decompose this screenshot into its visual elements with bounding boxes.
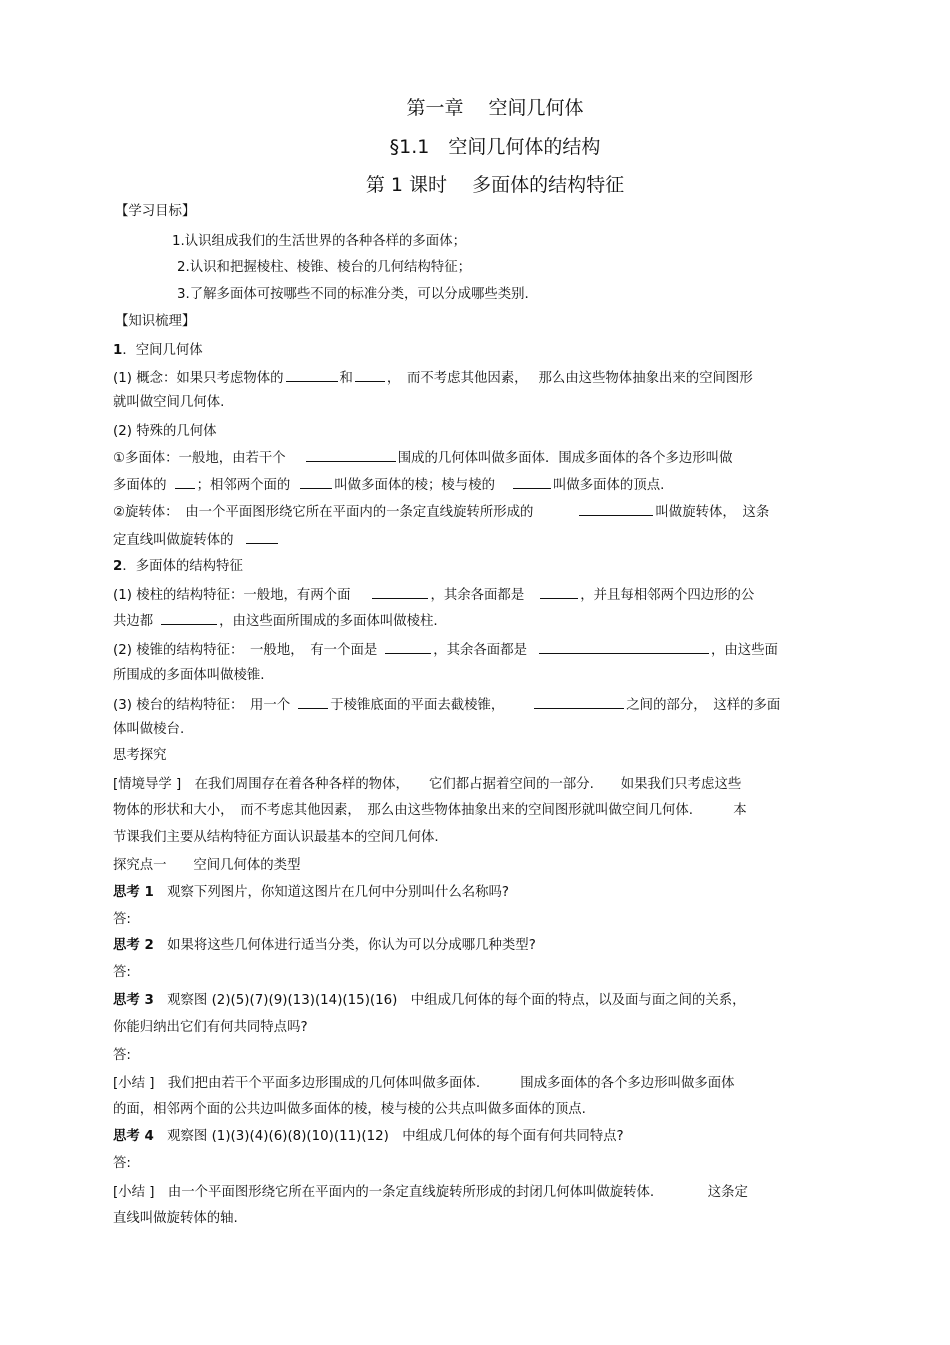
text-run: 和 bbox=[339, 371, 353, 386]
intro-line-3: 节课我们主要从结构特征方面认识最基本的空间几何体. bbox=[113, 830, 439, 845]
goals-heading: 【学习目标】 bbox=[115, 204, 196, 219]
text-run: ， 而不考虑其他因素， 那么由这些物体抽象出来的空间图形 bbox=[386, 371, 753, 386]
fill-blank bbox=[286, 368, 338, 382]
fill-blank bbox=[385, 640, 431, 654]
section-title-text: ．多面体的结构特征 bbox=[122, 559, 243, 574]
text-run: 叫做多面体的棱；棱与棱的 bbox=[334, 478, 495, 493]
special-heading: (2) 特殊的几何体 bbox=[113, 424, 217, 439]
fill-blank bbox=[539, 640, 709, 654]
text-run: ，其余各面都是 bbox=[430, 588, 525, 603]
question-2 bbox=[113, 937, 536, 955]
section-number: 2 bbox=[113, 559, 123, 574]
text-run: 定直线叫做旋转体的 bbox=[113, 533, 234, 548]
question-label: 思考 4 bbox=[113, 1129, 154, 1144]
knowledge-section-1 bbox=[113, 342, 203, 360]
fill-blank bbox=[579, 502, 653, 516]
summary-1-line-1: [小结 ] 我们把由若干个平面多边形围成的几何体叫做多面体. 围成多面体的各个多边形叫做多面体 bbox=[113, 1076, 735, 1091]
fill-blank bbox=[246, 530, 278, 544]
text-run: 于棱锥底面的平面去截棱锥， bbox=[330, 698, 505, 713]
prism-line-2 bbox=[113, 611, 438, 631]
summary-1-line-2: 的面，相邻两个面的公共边叫做多面体的棱，棱与棱的公共点叫做多面体的顶点. bbox=[113, 1102, 586, 1117]
fill-blank bbox=[372, 585, 428, 599]
prism-line-1 bbox=[113, 585, 754, 605]
goal-item-3: 3.了解多面体可按哪些不同的标准分类，可以分成哪些类别. bbox=[177, 287, 529, 302]
goal-item-2: 2.认识和把握棱柱、棱锥、棱台的几何结构特征； bbox=[177, 260, 471, 275]
text-run: (1) 概念：如果只考虑物体的 bbox=[113, 371, 284, 386]
answer-2: 答: bbox=[113, 965, 131, 980]
question-text: 观察图 (2)(5)(7)(9)(13)(14)(15)(16) 中组成几何体的每个面的特点，以及面与面之间的关系， bbox=[167, 993, 746, 1008]
text-run: (3) 棱台的结构特征： 用一个 bbox=[113, 698, 291, 713]
frustum-line-2: 体叫做棱台. bbox=[113, 722, 185, 737]
rotation-line-1 bbox=[113, 502, 769, 522]
summary-2-line-1: [小结 ] 由一个平面图形绕它所在平面内的一条定直线旋转所形成的封闭几何体叫做旋转体. 这条定 bbox=[113, 1185, 748, 1200]
pyramid-line-2: 所围成的多面体叫做棱锥. bbox=[113, 668, 265, 683]
text-run: ①多面体：一般地，由若干个 bbox=[113, 451, 286, 466]
text-run: 共边都 bbox=[113, 614, 154, 629]
answer-4: 答: bbox=[113, 1156, 131, 1171]
text-run: ②旋转体： 由一个平面图形绕它所在平面内的一条定直线旋转所形成的 bbox=[113, 505, 534, 520]
question-3 bbox=[113, 992, 746, 1010]
fill-blank bbox=[298, 695, 328, 709]
fill-blank bbox=[513, 475, 551, 489]
text-run: 叫做多面体的顶点. bbox=[552, 478, 665, 493]
text-run: ，其余各面都是 bbox=[433, 643, 527, 658]
text-run: 之间的部分， 这样的多面 bbox=[626, 698, 781, 713]
question-3-cont: 你能归纳出它们有何共同特点吗? bbox=[113, 1020, 308, 1035]
fill-blank bbox=[161, 611, 217, 625]
text-run: ，由这些面所围成的多面体叫做棱柱. bbox=[219, 614, 438, 629]
answer-1: 答: bbox=[113, 912, 131, 927]
text-run: ；相邻两个面的 bbox=[196, 478, 291, 493]
fill-blank bbox=[534, 695, 624, 709]
explore-heading: 思考探究 bbox=[113, 748, 167, 763]
section-title: §1.1 空间几何体的结构 bbox=[389, 136, 601, 158]
fill-blank bbox=[175, 475, 195, 489]
lesson-title: 第 1 课时 多面体的结构特征 bbox=[365, 174, 625, 196]
intro-line-1: [情境导学 ] 在我们周围存在着各种各样的物体， 它们都占据着空间的一部分. 如果我们只考虑这些 bbox=[113, 777, 742, 792]
text-run: ，由这些面 bbox=[710, 643, 778, 658]
fill-blank bbox=[306, 448, 396, 462]
answer-3: 答: bbox=[113, 1048, 131, 1063]
knowledge-heading: 【知识梳理】 bbox=[115, 314, 196, 329]
section-title-text: ．空间几何体 bbox=[122, 343, 203, 358]
concept-line bbox=[113, 368, 753, 388]
question-text: 观察下列图片，你知道这图片在几何中分别叫什么名称吗? bbox=[167, 885, 510, 900]
polyhedron-line-1 bbox=[113, 448, 732, 468]
concept-line-2: 就叫做空间几何体. bbox=[113, 395, 225, 410]
explore-point-1: 探究点一 空间几何体的类型 bbox=[113, 858, 301, 873]
question-4 bbox=[113, 1128, 624, 1146]
text-run: (2) 棱锥的结构特征： 一般地， 有一个面是 bbox=[113, 643, 378, 658]
summary-2-line-2: 直线叫做旋转体的轴. bbox=[113, 1211, 238, 1226]
text-run: 多面体的 bbox=[113, 478, 167, 493]
fill-blank bbox=[355, 368, 385, 382]
text-run: ，并且每相邻两个四边形的公 bbox=[580, 588, 755, 603]
intro-line-2: 物体的形状和大小， 而不考虑其他因素， 那么由这些物体抽象出来的空间图形就叫做空间几何体. 本 bbox=[113, 803, 747, 818]
fill-blank bbox=[540, 585, 578, 599]
question-text: 如果将这些几何体进行适当分类，你认为可以分成哪几种类型? bbox=[167, 938, 536, 953]
question-text: 观察图 (1)(3)(4)(6)(8)(10)(11)(12) 中组成几何体的每个面有何共同特点? bbox=[167, 1129, 624, 1144]
text-run: (1) 棱柱的结构特征：一般地，有两个面 bbox=[113, 588, 351, 603]
question-label: 思考 2 bbox=[113, 938, 154, 953]
text-run: 叫做旋转体， 这条 bbox=[655, 505, 770, 520]
section-number: 1 bbox=[113, 343, 123, 358]
question-label: 思考 3 bbox=[113, 993, 154, 1008]
frustum-line-1 bbox=[113, 695, 780, 715]
rotation-line-2 bbox=[113, 530, 280, 550]
chapter-title: 第一章 空间几何体 bbox=[406, 97, 584, 119]
pyramid-line-1 bbox=[113, 640, 778, 660]
fill-blank bbox=[300, 475, 332, 489]
question-1 bbox=[113, 884, 509, 902]
question-label: 思考 1 bbox=[113, 885, 154, 900]
text-run: 围成的几何体叫做多面体．围成多面体的各个多边形叫做 bbox=[397, 451, 733, 466]
goal-item-1: 1.认识组成我们的生活世界的各种各样的多面体； bbox=[172, 234, 466, 249]
polyhedron-line-2 bbox=[113, 475, 664, 495]
knowledge-section-2 bbox=[113, 558, 243, 576]
